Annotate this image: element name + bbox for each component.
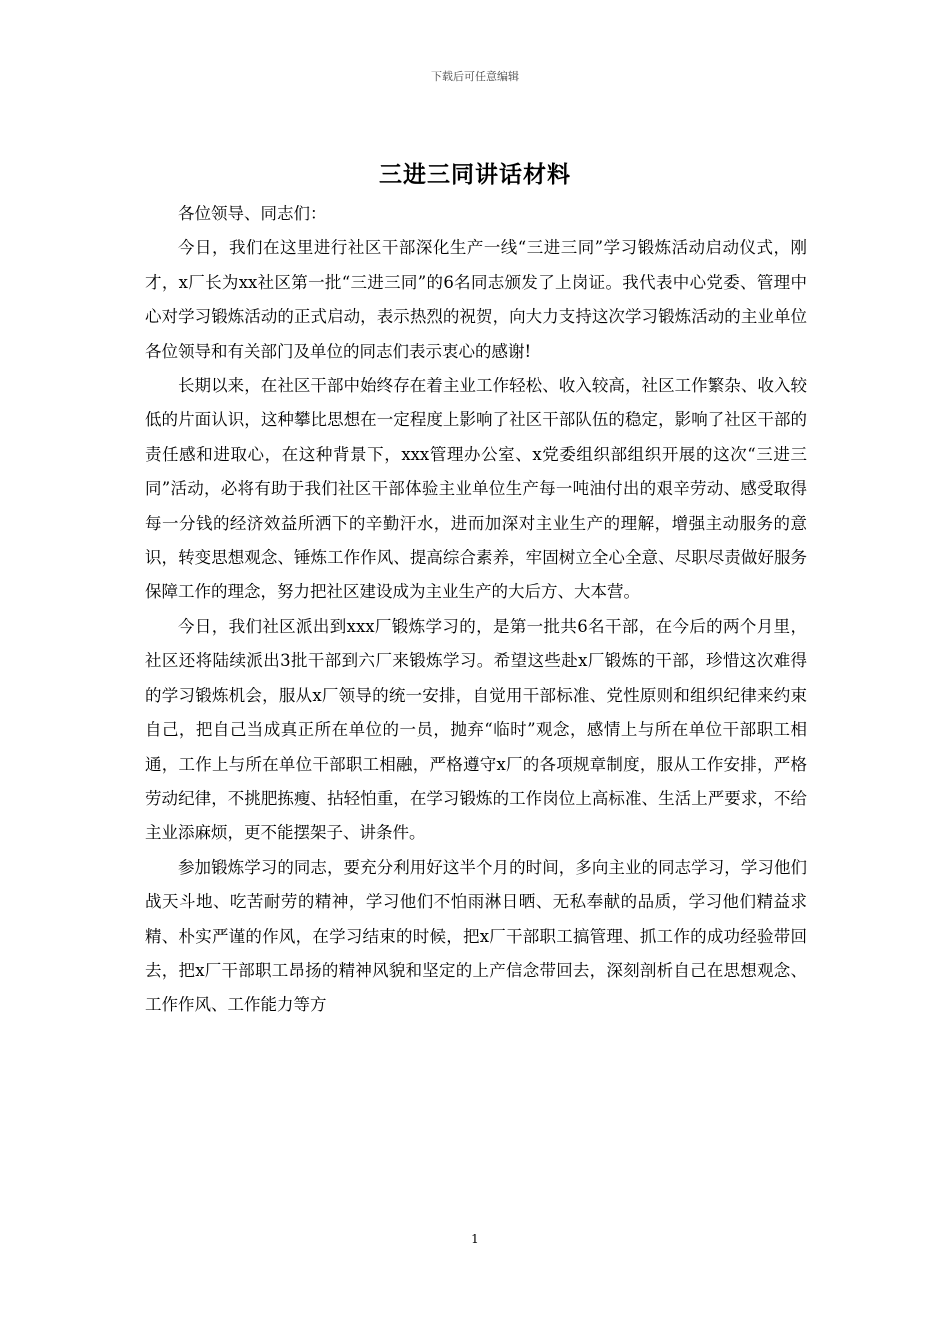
document-body [145,197,807,1023]
paragraph: 参加锻炼学习的同志，要充分利用好这半个月的时间，多向主业的同志学习，学习他们战天斗地、吃苦耐劳的精神，学习他们不怕雨淋日晒、无私奉献的品质，学习他们精益求精、朴实严谨的作风，在学习结束的时候，把x厂干部职工搞管理、抓工作的成功经验带回去，把x厂干部职工昂扬的精神风貌和坚定的上产信念带回去，深刻剖析自己在思想观念、工作作风、工作能力等方 [145,857,807,1015]
salutation: 各位领导、同志们： [178,204,327,223]
paragraph: 长期以来，在社区干部中始终存在着主业工作轻松、收入较高，社区工作繁杂、收入较低的片面认识，这种攀比思想在一定程度上影响了社区干部队伍的稳定，影响了社区干部的责任感和进取心，在这种背景下，xxx管理办公室、x党委组织部组织开展的这次“三进三同”活动，必将有助于我们社区干部体验主业单位生产每一吨油付出的艰辛劳动、感受取得每一分钱的经济效益所洒下的辛勤汗水，进而加深对主业生产的理解，增强主动服务的意识，转变思想观念、锤炼工作作风、提高综合素养，牢固树立全心全意、尽职尽责做好服务保障工作的理念，努力把社区建设成为主业生产的大后方、大本营。 [145,376,807,602]
document-title: 三进三同讲话材料 [379,161,571,188]
page-number: 1 [471,1232,479,1246]
paragraph: 今日，我们在这里进行社区干部深化生产一线“三进三同”学习锻炼活动启动仪式，刚才，x厂长为xx社区第一批“三进三同”的6名同志颁发了上岗证。我代表中心党委、管理中心对学习锻炼活动的正式启动，表示热烈的祝贺，向大力支持这次学习锻炼活动的主业单位各位领导和有关部门及单位的同志们表示衷心的感谢! [145,238,807,361]
header-note: 下载后可任意编辑 [431,70,519,83]
paragraph: 今日，我们社区派出到xxx厂锻炼学习的，是第一批共6名干部，在今后的两个月里，社区还将陆续派出3批干部到六厂来锻炼学习。希望这些赴x厂锻炼的干部，珍惜这次难得的学习锻炼机会，服从x厂领导的统一安排，自觉用干部标准、党性原则和组织纪律来约束自己，把自己当成真正所在单位的一员，抛弃“临时”观念，感情上与所在单位干部职工相通，工作上与所在单位干部职工相融，严格遵守x厂的各项规章制度，服从工作安排，严格劳动纪律，不挑肥拣瘦、拈轻怕重，在学习锻炼的工作岗位上高标准、生活上严要求，不给主业添麻烦，更不能摆架子、讲条件。 [145,616,807,843]
